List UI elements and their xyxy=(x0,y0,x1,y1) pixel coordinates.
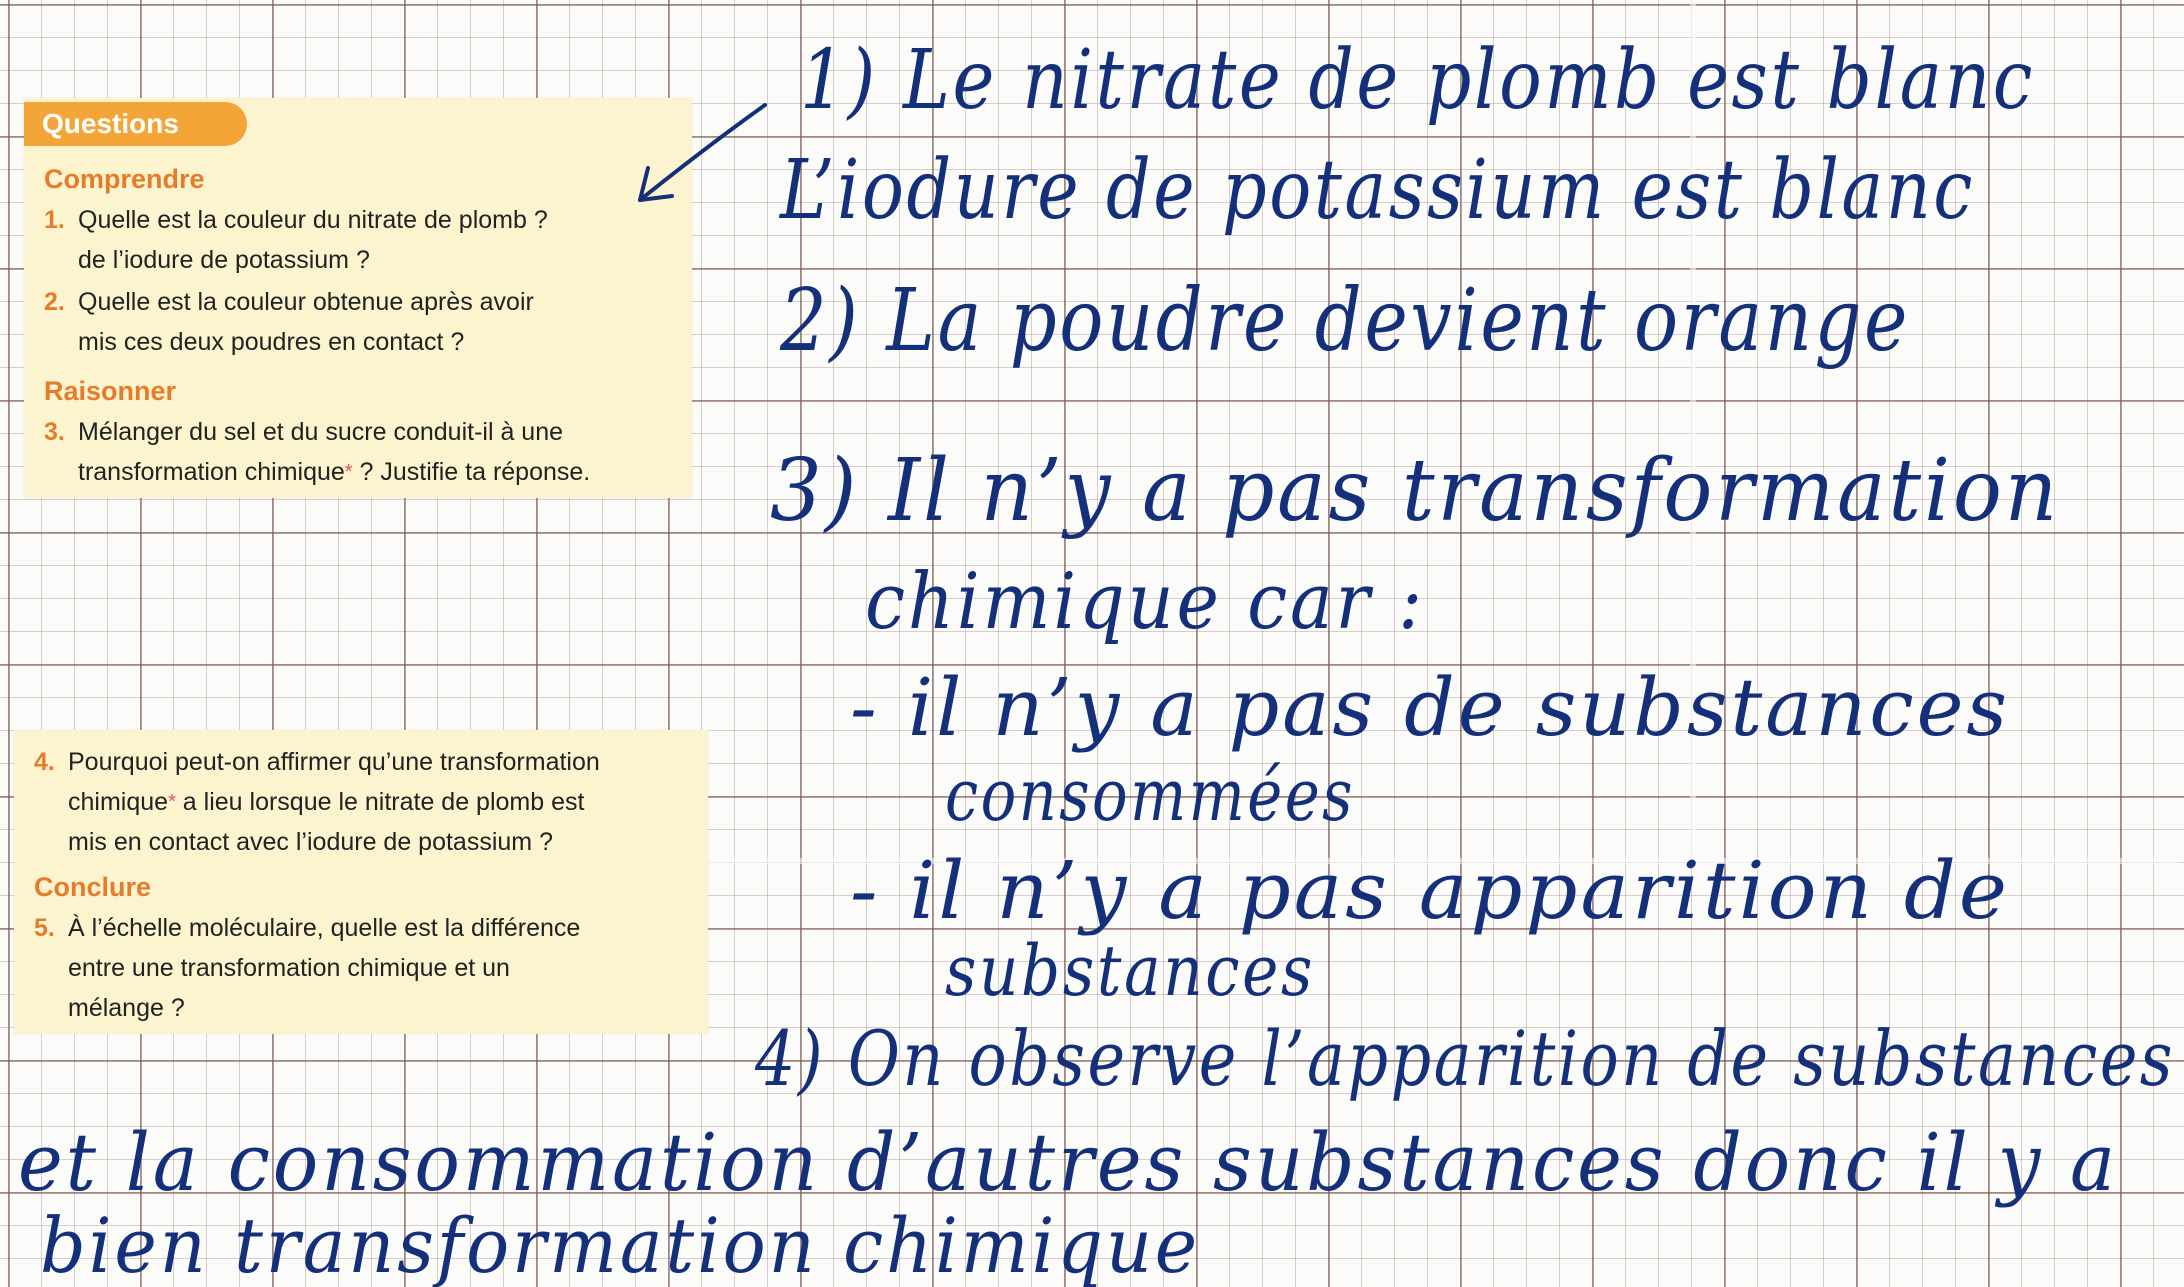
answer-3-line-5: - il n’y a pas apparition de xyxy=(850,844,2010,937)
question-4-line-2-end: a lieu lorsque le nitrate de plomb est xyxy=(175,788,585,816)
question-2-number: 2. xyxy=(44,288,65,316)
question-5-line-2: entre une transformation chimique et un xyxy=(68,954,510,982)
glossary-asterisk: * xyxy=(168,791,176,813)
section-comprendre: Comprendre xyxy=(44,164,205,194)
question-2-line-2: mis ces deux poudres en contact ? xyxy=(78,328,465,356)
question-3-line-1: Mélanger du sel et du sucre conduit-il à une xyxy=(78,418,564,446)
question-1-line-2: de l’iodure de potassium ? xyxy=(78,246,370,274)
question-4-number: 4. xyxy=(34,748,55,776)
answer-3-line-6: substances xyxy=(945,930,1315,1012)
question-1-number: 1. xyxy=(44,206,65,234)
question-1-line-1: Quelle est la couleur du nitrate de plomb ? xyxy=(78,206,548,234)
answer-4-line-3: bien transformation chimique xyxy=(40,1201,1200,1287)
question-4-line-2-start: chimique xyxy=(68,788,169,816)
answer-3-line-4: consommées xyxy=(945,753,1355,837)
answer-4-line-1: 4) On observe l’apparition de substances xyxy=(754,1014,2176,1103)
answer-4-line-2: et la consommation d’autres substances donc il y a xyxy=(18,1116,2118,1209)
answer-3-line-2: chimique car : xyxy=(865,557,1425,647)
answer-1-line-1: 1) Le nitrate de plomb est blanc xyxy=(800,33,2035,128)
question-5-number: 5. xyxy=(34,914,55,942)
answer-1-line-2: L’iodure de potassium est blanc xyxy=(778,143,1976,238)
section-conclure: Conclure xyxy=(34,872,152,902)
question-3-line-2-start: transformation chimique xyxy=(78,458,345,486)
pointer-arrow-icon xyxy=(640,105,765,200)
section-raisonner: Raisonner xyxy=(44,376,177,406)
question-3-line-2-end: ? Justifie ta réponse. xyxy=(352,458,591,486)
questions-badge: Questions xyxy=(24,102,247,146)
question-4-line-3: mis en contact avec l’iodure de potassium ? xyxy=(68,828,553,856)
glossary-asterisk: * xyxy=(344,461,353,483)
answer-3-line-1: 3) Il n’y a pas transformation xyxy=(770,441,2060,541)
question-5-line-3: mélange ? xyxy=(68,994,185,1022)
answer-2: 2) La poudre devient orange xyxy=(779,271,1910,371)
question-2-line-1: Quelle est la couleur obtenue après avoir xyxy=(78,288,534,316)
question-3-number: 3. xyxy=(44,418,65,446)
question-4-line-1: Pourquoi peut-on affirmer qu’une transformation xyxy=(68,748,600,776)
answer-3-line-3: - il n’y a pas de substances xyxy=(850,661,2010,754)
question-5-line-1: À l’échelle moléculaire, quelle est la différence xyxy=(68,914,581,942)
